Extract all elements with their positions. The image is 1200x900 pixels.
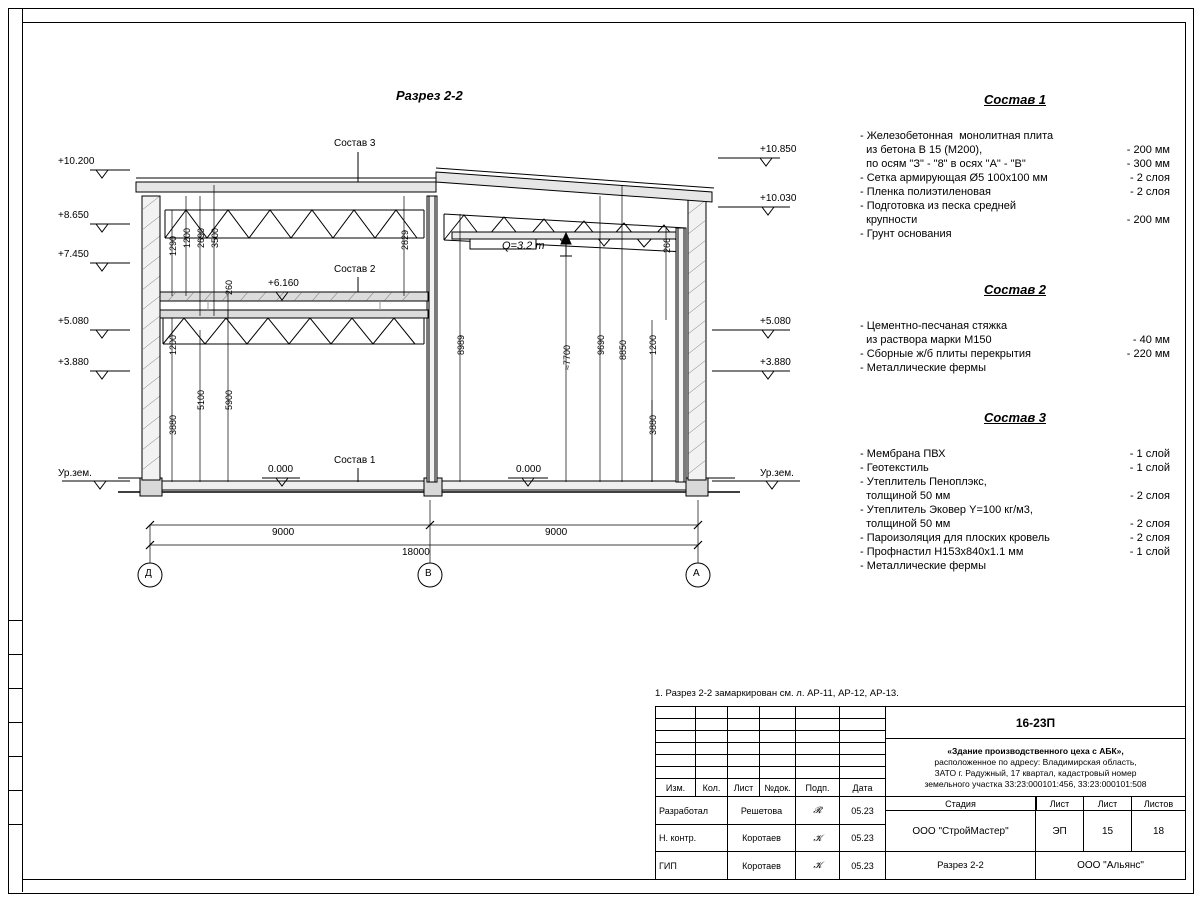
dim-8850: 8850 [618,340,628,361]
col-header-kol: Кол. [696,779,728,797]
spec-row-text: - Металлические фермы [860,362,987,374]
spec-row-value: - 2 слоя [1129,532,1170,544]
spec-row [860,475,1170,489]
rev-grid-col [656,707,840,779]
spec-row-value: - 1 слой [1129,546,1170,558]
dim-5900: 5900 [224,390,234,411]
spec-block-3 [860,410,1170,573]
level-left-5: +3.880 [58,357,89,368]
spec-row-text: крупности [860,214,918,226]
spec-row-value: - 2 слоя [1129,490,1170,502]
spec-row-text: - Грунт основания [860,228,952,240]
spec-3-title: Состав 3 [983,410,1047,425]
spec-block-2 [860,282,1170,375]
callout-sostav-1: Состав 1 [334,455,376,466]
spec-row-text: - Подготовка из песка средней [860,200,1016,212]
spec-row [860,517,1170,531]
object-line-4: земельного участка 33:23:000101:456, 33:23:000101:508 [924,778,1147,789]
object-line-2: расположенное по адресу: Владимирская область, [934,756,1137,767]
dim-260: 260 [224,280,234,296]
spec-row-text: - Железобетонная монолитная плита [860,130,1054,142]
spec-row [860,143,1170,157]
dim-1290: 1290 [168,236,178,257]
signature-razrabotal: 𝓡 [796,797,840,825]
spec-row-text: - Сборные ж/б плиты перекрытия [860,348,1031,360]
spec-row [860,333,1170,347]
dim-3880-right: 3880 [648,415,658,436]
spec-1-title: Состав 1 [983,92,1047,107]
stage-header: Стадия [886,797,1036,811]
spec-row [860,185,1170,199]
axis-label-v: В [425,568,432,579]
spec-row [860,361,1170,375]
spec-row [860,129,1170,143]
level-zero-right: 0.000 [516,464,542,475]
spec-row-value: - 200 мм [1126,214,1170,226]
project-code: 16-23П [886,707,1185,739]
spec-row-text: - Геотекстиль [860,462,929,474]
spec-row-value [1162,129,1170,143]
dim-8989: 8989 [456,335,466,356]
spec-block-1 [860,92,1170,241]
sheet-name: Разрез 2-2 [886,852,1036,879]
spec-row-value [1162,227,1170,241]
object-line-3: ЗАТО г. Радужный, 17 квартал, кадастровый номер [934,767,1137,778]
axis-label-d: Д [145,568,152,579]
level-left-4: +5.080 [58,316,89,327]
spec-row [860,531,1170,545]
level-right-1: +10.850 [760,144,797,155]
tb-divider [1036,797,1037,811]
spec-row-value [1162,199,1170,213]
spec-row-value: - 200 мм [1126,144,1170,156]
sheet-header: Лист [1036,797,1084,811]
level-left-2: +8.650 [58,210,89,221]
spec-row-value: - 2 слоя [1129,186,1170,198]
spec-row [860,227,1170,241]
level-right-2: +10.030 [760,193,797,204]
spec-row [860,503,1170,517]
spec-row [860,545,1170,559]
spec-row-value [1162,475,1170,489]
dim-9000-left: 9000 [272,527,295,538]
col-header-podp: Подп. [796,779,840,797]
spec-row-text: - Пароизоляция для плоских кровель [860,532,1050,544]
spec-row-value [1162,319,1170,333]
col-header-ndok: №док. [760,779,796,797]
spec-row-value: - 1 слой [1129,462,1170,474]
spec-row-text: по осям "З" - "8" в осях "А" - "В" [860,158,1026,170]
dim-18000: 18000 [402,547,430,558]
level-inner-6160: +6.160 [268,278,299,289]
spec-row-text: - Сетка армирующая Ø5 100х100 мм [860,172,1048,184]
object-description [886,739,1185,797]
role-gip: ГИП [656,852,728,879]
sheets-total-header: Листов [1132,797,1185,811]
dim-1200b: 1200 [168,335,178,356]
spec-row-text: из раствора марки М150 [860,334,992,346]
date-razrabotal: 05.23 [840,797,886,825]
spec-row-text: - Пленка полиэтиленовая [860,186,991,198]
spec-row-text: - Утеплитель Эковер Y=100 кг/м3, [860,504,1033,516]
callout-sostav-2: Состав 2 [334,264,376,275]
level-right-4: +3.880 [760,357,791,368]
spec-row-text: из бетона В 15 (М200), [860,144,983,156]
spec-row-value: - 2 слоя [1129,172,1170,184]
spec-row-value [1162,503,1170,517]
name-gip: Коротаев [728,852,796,879]
spec-row [860,347,1170,361]
spec-row-text: - Профнастил Н153х840х1.1 мм [860,546,1024,558]
role-n-kontr: Н. контр. [656,825,728,852]
spec-row [860,319,1170,333]
level-left-1: +10.200 [58,156,95,167]
ground-label-left: Ур.зем. [58,468,92,479]
ground-label-right: Ур.зем. [760,468,794,479]
date-gip: 05.23 [840,852,886,879]
dim-2690: 2690 [196,228,206,249]
dim-2829: 2829 [400,230,410,251]
company-client: ООО "Альянс" [1077,860,1144,871]
name-razrabotal: Решетова [728,797,796,825]
level-zero-left: 0.000 [268,464,294,475]
spec-row-value: - 300 мм [1126,158,1170,170]
dim-1200a: 1200 [182,228,192,249]
spec-row-text: - Цементно-песчаная стяжка [860,320,1008,332]
object-line-1: «Здание производственного цеха с АБК», [947,745,1124,756]
spec-row-text: толщиной 50 мм [860,518,951,530]
sheets-total-value: 18 [1132,811,1185,852]
dim-1200c: 1200 [648,335,658,356]
dim-266: 266 [662,238,672,254]
crane-capacity-label: Q=3.2 т [502,240,545,252]
col-header-data: Дата [840,779,886,797]
company-designer: ООО "СтройМастер" [886,811,1036,852]
spec-row-text: толщиной 50 мм [860,490,951,502]
spec-row [860,461,1170,475]
name-n-kontr: Коротаев [728,825,796,852]
role-razrabotal: Разработал [656,797,728,825]
dim-3500: 3500 [210,228,220,249]
level-right-3: +5.080 [760,316,791,327]
signature-gip: 𝓚 [796,852,840,879]
spec-row-text: - Утеплитель Пеноплэкс, [860,476,987,488]
dim-7700: ≈7700 [562,345,572,370]
spec-row [860,489,1170,503]
spec-2-title: Состав 2 [983,282,1047,297]
signature-n-kontr: 𝓚 [796,825,840,852]
date-n-kontr: 05.23 [840,825,886,852]
callout-sostav-3: Состав 3 [334,138,376,149]
spec-row-value: - 40 мм [1132,334,1170,346]
col-header-izm: Изм. [656,779,696,797]
spec-row-value: - 2 слоя [1129,518,1170,530]
spec-row [860,213,1170,227]
sheet-number-header: Лист [1084,797,1132,811]
spec-row-text: - Металлические фермы [860,560,987,572]
col-header-list: Лист [728,779,760,797]
spec-row [860,171,1170,185]
spec-row [860,447,1170,461]
spec-row-value [1162,559,1170,573]
spec-row [860,559,1170,573]
dim-9690: 9690 [596,335,606,356]
sheet-value: 15 [1084,811,1132,852]
section-title: Разрез 2-2 [396,88,463,103]
title-block [655,706,1186,880]
level-left-3: +7.450 [58,249,89,260]
stage-value: ЭП [1036,811,1084,852]
drawing-note: 1. Разрез 2-2 замаркирован см. л. АР-11, АР-12, АР-13. [655,688,899,699]
axis-label-a: А [693,568,700,579]
dim-3880-left: 3880 [168,415,178,436]
spec-row-text: - Мембрана ПВХ [860,448,946,460]
spec-row [860,157,1170,171]
spec-row-value [1162,361,1170,375]
dim-5100: 5100 [196,390,206,411]
dim-9000-right: 9000 [545,527,568,538]
spec-row [860,199,1170,213]
spec-row-value: - 1 слой [1129,448,1170,460]
spec-row-value: - 220 мм [1126,348,1170,360]
